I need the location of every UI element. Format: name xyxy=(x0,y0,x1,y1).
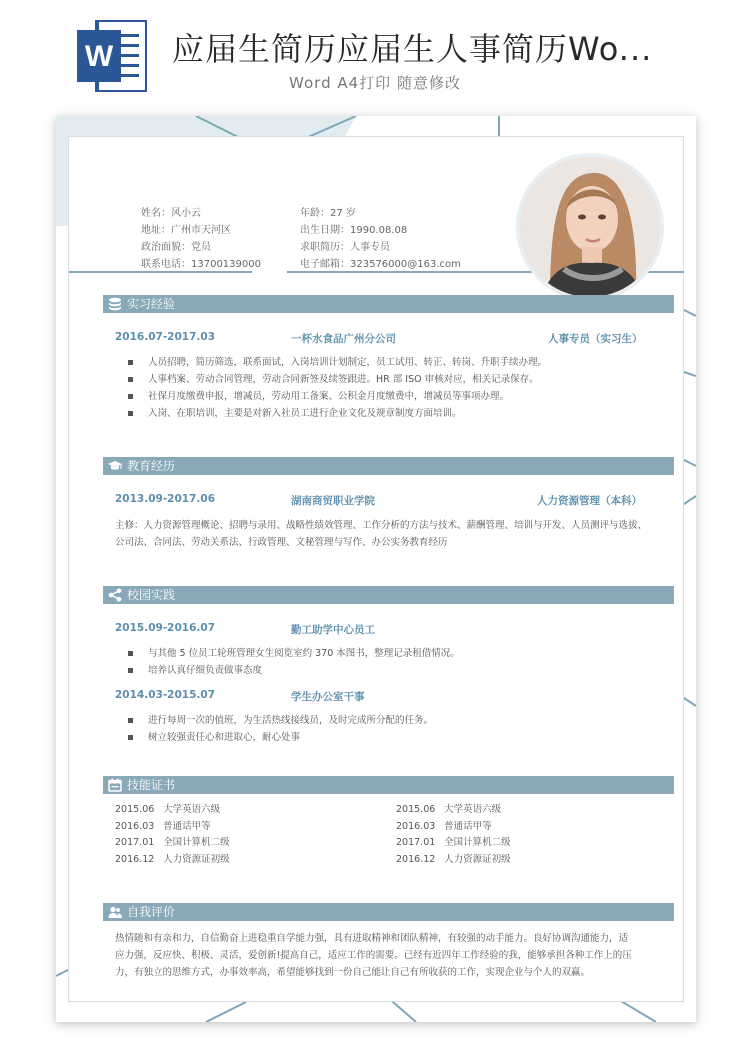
internship-company: 一杯水食品广州分公司 xyxy=(291,333,396,345)
education-courses: 主修：人力资源管理概论、招聘与录用、战略性绩效管理、工作分析的方法与技术、薪酬管理、培训与开发、人员测评与选拔、 公司法、合同法、劳动关系法、行政管理、文秘管理与写作、办公实务教育经历 xyxy=(115,520,648,548)
campus-role-1: 勤工助学中心员工 xyxy=(291,624,375,636)
list-item: 人事档案、劳动合同管理，劳动合同新签及续签跟进。HR 部 ISO 审核对应，相关记录保存。 xyxy=(127,371,547,388)
email-value: 323576000@163.com xyxy=(350,259,461,270)
profile-row: 姓名：风小云 xyxy=(141,208,201,219)
list-item: 树立较强责任心和进取心，耐心处事 xyxy=(127,729,433,746)
self-evaluation-text: 热情随和有亲和力，自信勤奋上进稳重自学能力强，具有进取精神和团队精神，有较强的动手能力。良好协调沟通能力，适 应力强，反应快、积极、灵活，爱创新!提高自己，适应工作的需要。已经有近四年工作经验的我，能够承担各种工作上的压 力，有独立的思维方式，办事效率高，希望能够找到一份自己能让自己有所收获的工作，实现企业与个人的双赢。 xyxy=(115,933,632,978)
list-item: 2015.06 大学英语六级 xyxy=(396,804,502,815)
list-item: 2016.03 普通话甲等 xyxy=(396,820,492,832)
birthdate-value: 1990.08.08 xyxy=(350,225,408,236)
resume-content-frame xyxy=(68,136,684,1002)
profile-row: 出生日期：1990.08.08 xyxy=(300,225,408,236)
section-header-campus xyxy=(103,586,674,604)
profile-row: 求职简历：人事专员 xyxy=(300,242,390,253)
certs-left-column xyxy=(115,802,230,868)
users-icon xyxy=(108,905,122,919)
section-title: 实习经验 xyxy=(127,297,176,311)
campus-duties-1 xyxy=(127,645,460,679)
calendar-icon xyxy=(108,778,122,792)
profile-row: 年龄：27 岁 xyxy=(300,208,356,219)
campus-duties-2 xyxy=(127,712,433,746)
document-header xyxy=(0,0,750,100)
campus-role-2: 学生办公室干事 xyxy=(291,691,365,703)
list-item: 入岗、在职培训，主要是对新入社员工进行企业文化及规章制度方面培训。 xyxy=(127,405,547,422)
education-major: 人力资源管理（本科） xyxy=(537,495,642,507)
section-header-certs xyxy=(103,776,674,794)
section-header-internship xyxy=(103,295,674,313)
age-value: 27 岁 xyxy=(330,208,356,219)
list-item: 进行每周一次的值班，为生活热线接线员，及时完成所分配的任务。 xyxy=(127,712,433,729)
list-item: 培养认真仔细负责做事态度 xyxy=(127,662,460,679)
list-item: 2017.01 全国计算机二级 xyxy=(396,837,511,848)
political-status-value: 党员 xyxy=(191,242,211,253)
section-title: 技能证书 xyxy=(127,778,176,792)
list-item: 与其他 5 位员工轮班管理女生阅览室约 370 本图书，整理记录租借情况。 xyxy=(127,645,460,662)
address-value: 广州市天河区 xyxy=(171,225,231,236)
name-value: 风小云 xyxy=(171,208,201,219)
internship-duties xyxy=(127,354,547,422)
document-subtitle: Word A4打印 随意修改 xyxy=(289,74,461,92)
profile-left-column xyxy=(141,205,261,273)
section-header-self xyxy=(103,903,674,921)
job-target-value: 人事专员 xyxy=(350,242,390,253)
profile-divider-mid xyxy=(287,271,483,273)
list-item: 2017.01 全国计算机二级 xyxy=(115,837,230,848)
profile-right-column xyxy=(300,205,461,273)
list-item: 2016.12 人力资源证初级 xyxy=(396,853,511,865)
avatar xyxy=(520,157,660,297)
resume-page xyxy=(56,116,696,1022)
profile-row: 政治面貌：党员 xyxy=(141,242,211,253)
list-item: 2015.06 大学英语六级 xyxy=(115,804,221,815)
campus-date-1: 2015.09-2016.07 xyxy=(115,622,216,634)
phone-value: 13700139000 xyxy=(191,259,261,270)
graduation-cap-icon xyxy=(108,459,122,473)
certs-right-column xyxy=(396,802,511,868)
campus-date-2: 2014.03-2015.07 xyxy=(115,689,216,701)
internship-role: 人事专员（实习生） xyxy=(548,333,643,345)
portrait-illustration xyxy=(520,157,660,297)
education-date: 2013.09-2017.06 xyxy=(115,493,216,505)
profile-divider-left xyxy=(69,271,252,273)
profile-row: 地址：广州市天河区 xyxy=(141,225,231,236)
internship-date: 2016.07-2017.03 xyxy=(115,331,216,343)
database-icon xyxy=(108,297,122,311)
education-school: 湖南商贸职业学院 xyxy=(291,495,375,507)
section-header-education xyxy=(103,457,674,475)
svg-text:W: W xyxy=(84,40,114,73)
list-item: 社保月度缴费申报，增减员，劳动用工备案、公积金月度缴费中，增减员等事项办理。 xyxy=(127,388,547,405)
profile-row: 电子邮箱：323576000@163.com xyxy=(300,259,461,270)
section-title: 校园实践 xyxy=(127,588,176,602)
share-icon xyxy=(108,588,122,602)
list-item: 人员招聘，简历筛选，联系面试，入岗培训计划制定，员工试用、转正、转岗、升职手续办理。 xyxy=(127,354,547,371)
section-title: 自我评价 xyxy=(127,905,176,919)
list-item: 2016.03 普通话甲等 xyxy=(115,820,211,832)
profile-row: 联系电话：13700139000 xyxy=(141,259,261,270)
document-title: 应届生简历应届生人事简历Wo... xyxy=(172,30,653,68)
section-title: 教育经历 xyxy=(127,459,176,473)
list-item: 2016.12 人力资源证初级 xyxy=(115,853,230,865)
